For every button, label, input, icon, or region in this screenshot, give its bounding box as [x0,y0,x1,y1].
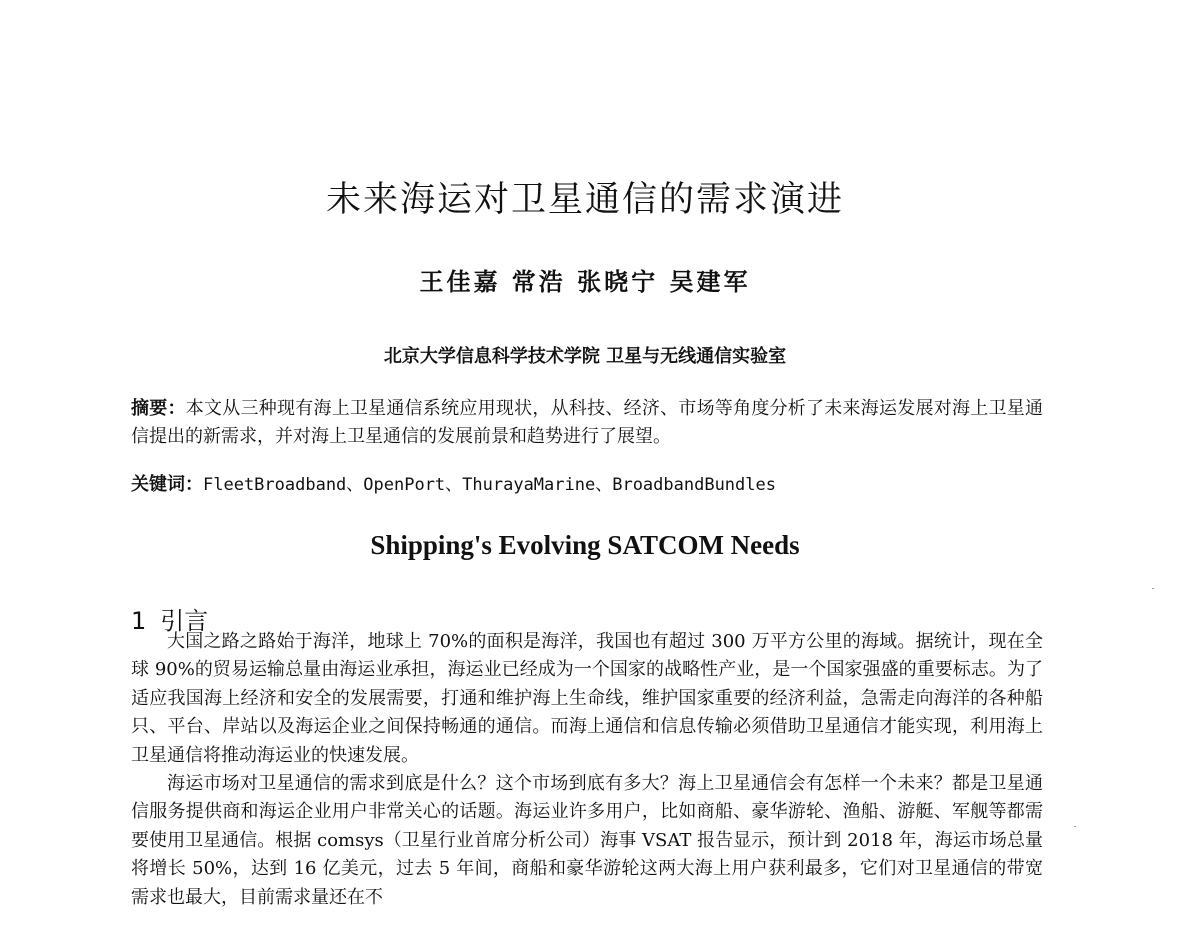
paper-title: 未来海运对卫星通信的需求演进 [325,180,844,220]
keywords [131,471,1043,499]
affiliation: 北京大学信息科学技术学院 卫星与无线通信实验室 [383,346,787,367]
scan-speck [1074,826,1076,827]
english-title: Shipping's Evolving SATCOM Needs [370,530,800,560]
keywords-label: 关键词： [131,474,203,495]
keywords-text: FleetBroadband、OpenPort、ThurayaMarine、BroadbandBundles [203,475,776,495]
abstract [131,395,1043,451]
scan-speck [1152,588,1154,589]
abstract-label: 摘要： [131,398,186,419]
author-list: 王佳嘉 常浩 张晓宁 吴建军 [419,267,751,296]
section-number: 1 [131,607,147,635]
body-paragraph: 海运市场对卫星通信的需求到底是什么？这个市场到底有多大？海上卫星通信会有怎样一个未来？都是卫星通信服务提供商和海运企业用户非常关心的话题。海运业许多用户，比如商船、豪华游轮、渔船、游艇、军舰等都需要使用卫星通信。根据 comsys（卫星行业首席分析公司）海事 VSAT 报告显示，预计到 2018 年，海运市场总量将增长 50%，达到 16 亿美元，过去 5 年间，商船和豪华游轮这两大海上用户获利最多，它们对卫星通信的带宽需求也最大，目前需求量还在不 [131,773,1043,908]
body-paragraph: 大国之路之路始于海洋，地球上 70%的面积是海洋，我国也有超过 300 万平方公里的海域。据统计，现在全球 90%的贸易运输总量由海运业承担，海运业已经成为一个国家的战略性产业，是一个国家强盛的重要标志。为了适应我国海上经济和安全的发展需要，打通和维护海上生命线，维护国家重要的经济利益，急需走向海洋的各种船只、平台、岸站以及海运企业之间保持畅通的通信。而海上通信和信息传输必须借助卫星通信才能实现，利用海上卫星通信将推动海运业的快速发展。 [131,631,1043,766]
section-title: 引言 [160,607,209,635]
abstract-text: 本文从三种现有海上卫星通信系统应用现状，从科技、经济、市场等角度分析了未来海运发展对海上卫星通信提出的新需求，并对海上卫星通信的发展前景和趋势进行了展望。 [131,398,1043,447]
section-body [131,628,1043,912]
